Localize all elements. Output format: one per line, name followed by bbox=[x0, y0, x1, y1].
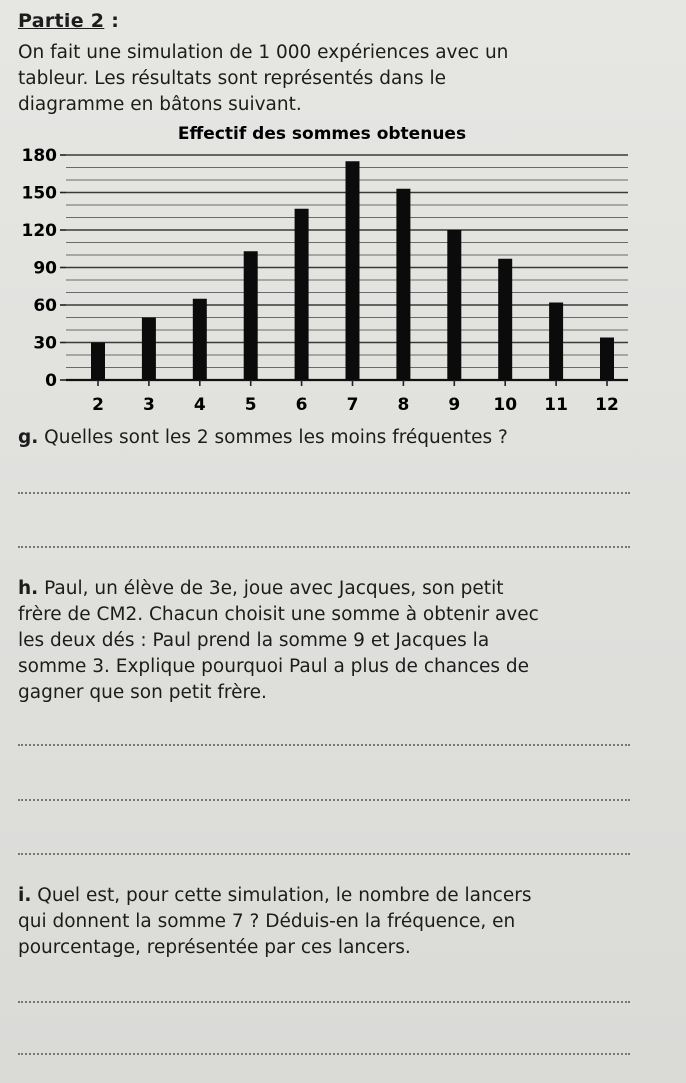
y-tick-label: 0 bbox=[45, 371, 57, 391]
question-g-text: Quelles sont les 2 sommes les moins fréquentes ? bbox=[44, 427, 508, 448]
bar-sum-3 bbox=[142, 318, 156, 381]
x-tick-label: 5 bbox=[244, 395, 257, 415]
bar-sum-12 bbox=[600, 338, 614, 381]
x-tick-label: 6 bbox=[295, 395, 308, 415]
y-tick-label: 180 bbox=[21, 146, 57, 166]
answer-line-h-2[interactable] bbox=[18, 799, 630, 801]
bar-sum-11 bbox=[549, 303, 563, 381]
bar-sum-4 bbox=[193, 299, 207, 380]
question-h-line: frère de CM2. Chacun choisit une somme à obtenir avec bbox=[18, 604, 539, 625]
answer-line-g-1[interactable] bbox=[18, 492, 630, 494]
chart-title: Effectif des sommes obtenues bbox=[177, 124, 467, 144]
question-g-letter: g. bbox=[18, 427, 39, 448]
bar-sum-5 bbox=[244, 251, 258, 380]
x-tick-label: 3 bbox=[142, 395, 155, 415]
bar-sum-6 bbox=[295, 209, 309, 380]
question-i-letter: i. bbox=[18, 885, 32, 906]
section-title-text: Partie 2 bbox=[18, 10, 105, 32]
question-i bbox=[18, 883, 630, 961]
bar-sum-7 bbox=[346, 161, 360, 380]
y-tick-label: 120 bbox=[21, 221, 57, 241]
intro-line: On fait une simulation de 1 000 expériences avec un bbox=[18, 42, 509, 63]
question-h-line: gagner que son petit frère. bbox=[18, 682, 267, 703]
question-h bbox=[18, 576, 630, 706]
bar-sum-8 bbox=[396, 189, 410, 380]
question-h-line: les deux dés : Paul prend la somme 9 et Jacques la bbox=[18, 630, 490, 651]
question-h-letter: h. bbox=[18, 578, 39, 599]
x-tick-label: 7 bbox=[346, 395, 359, 415]
y-tick-label: 30 bbox=[33, 333, 57, 354]
bar-sum-2 bbox=[91, 343, 105, 381]
x-tick-label: 2 bbox=[92, 395, 104, 415]
x-tick-label: 9 bbox=[448, 395, 461, 415]
answer-line-i-2[interactable] bbox=[18, 1053, 630, 1055]
answer-line-i-1[interactable] bbox=[18, 1001, 630, 1003]
x-tick-label: 8 bbox=[397, 395, 410, 415]
intro-line: diagramme en bâtons suivant. bbox=[18, 94, 302, 115]
section-title-suffix: : bbox=[104, 10, 120, 32]
answer-line-h-3[interactable] bbox=[18, 853, 630, 855]
y-tick-label: 150 bbox=[21, 183, 57, 204]
answer-line-g-2[interactable] bbox=[18, 546, 630, 548]
x-tick-label: 12 bbox=[595, 395, 619, 415]
y-tick-label: 90 bbox=[33, 258, 57, 279]
question-i-line: qui donnent la somme 7 ? Déduis-en la fréquence, en bbox=[18, 911, 516, 932]
question-h-line: somme 3. Explique pourquoi Paul a plus de chances de bbox=[18, 656, 529, 677]
answer-line-h-1[interactable] bbox=[18, 744, 630, 746]
question-i-line: pourcentage, représentée par ces lancers. bbox=[18, 937, 411, 958]
question-h-line: Paul, un élève de 3e, joue avec Jacques, son petit bbox=[44, 578, 504, 599]
bar-chart bbox=[0, 118, 686, 428]
section-title bbox=[18, 10, 119, 32]
intro-line: tableur. Les résultats sont représentés dans le bbox=[18, 68, 447, 89]
intro-paragraph bbox=[18, 40, 630, 118]
x-tick-label: 11 bbox=[544, 395, 568, 415]
question-i-line: Quel est, pour cette simulation, le nombre de lancers bbox=[37, 885, 532, 906]
x-tick-label: 10 bbox=[493, 395, 518, 415]
y-tick-label: 60 bbox=[33, 296, 57, 316]
x-tick-label: 4 bbox=[193, 395, 206, 415]
question-g bbox=[18, 425, 630, 451]
bar-sum-10 bbox=[498, 259, 512, 380]
bar-sum-9 bbox=[447, 230, 461, 380]
